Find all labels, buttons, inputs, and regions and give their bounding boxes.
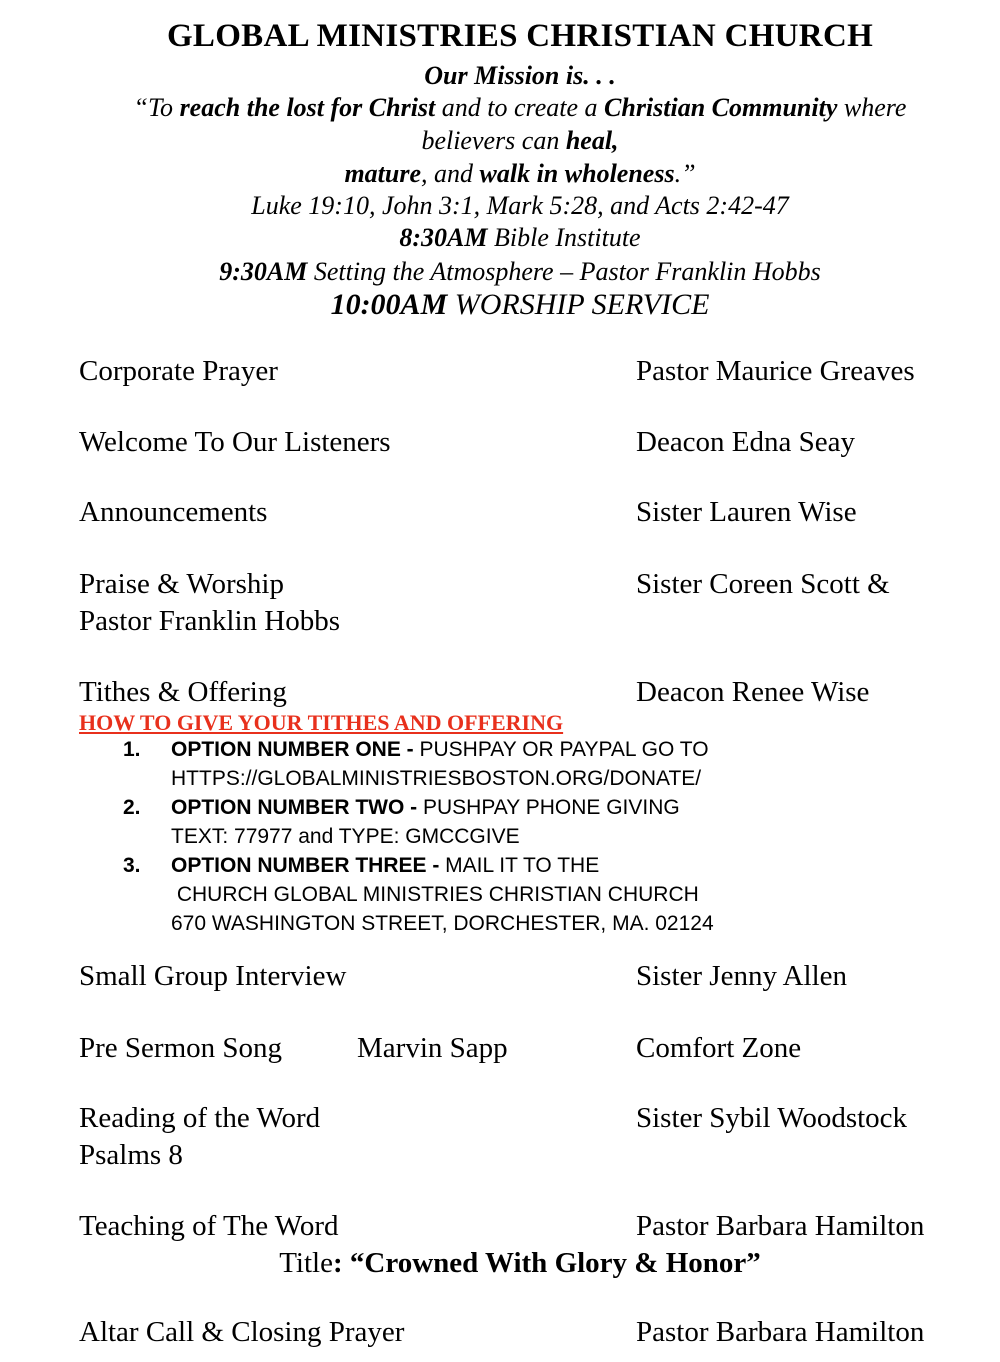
program-leader: Pastor Barbara Hamilton <box>636 1210 925 1242</box>
program-row-tithes <box>79 674 979 714</box>
program-leader: Pastor Maurice Greaves <box>636 355 915 387</box>
program-leader: Sister Coreen Scott & <box>636 568 890 600</box>
schedule-time: 10:00AM <box>330 288 448 321</box>
program-item: Small Group Interview <box>79 960 347 992</box>
mission-text: heal, <box>565 126 619 155</box>
mission-text: where <box>837 93 907 122</box>
program-row-corporate-prayer <box>79 353 979 393</box>
program-item: Praise & Worship <box>79 568 284 600</box>
program-item: Corporate Prayer <box>79 355 278 387</box>
sermon-title <box>0 1245 1000 1281</box>
program-item: Tithes & Offering <box>79 676 287 708</box>
mission-label: Our Mission is. . . <box>424 61 616 90</box>
program-item: Reading of the Word <box>79 1102 321 1134</box>
mission-text: .” <box>674 159 696 188</box>
program-leader-second: Pastor Franklin Hobbs <box>79 605 340 637</box>
schedule-time: 8:30AM <box>399 223 488 252</box>
program-leader: Pastor Barbara Hamilton <box>636 1316 925 1348</box>
scripture-references: Luke 19:10, John 3:1, Mark 5:28, and Acts 2:42-47 <box>251 191 789 220</box>
program-row-small-group <box>79 958 979 998</box>
mission-text: , and <box>421 159 480 188</box>
giving-option-1 <box>0 735 1000 793</box>
option-text <box>171 735 709 793</box>
option-detail: HTTPS://GLOBALMINISTRIESBOSTON.ORG/DONATE/ <box>171 767 702 790</box>
program-item: Altar Call & Closing Prayer <box>79 1316 405 1348</box>
program-leader: Sister Lauren Wise <box>636 496 857 528</box>
mission-text: mature <box>344 159 422 188</box>
schedule-setting-atmosphere <box>40 256 1000 288</box>
program-item: Pre Sermon Song <box>79 1032 282 1064</box>
mission-text: reach the lost for Christ <box>179 93 436 122</box>
option-number: 2. <box>123 796 141 819</box>
option-detail: PUSHPAY OR PAYPAL GO TO <box>413 738 709 761</box>
mission-text: believers can <box>421 126 566 155</box>
giving-heading: HOW TO GIVE YOUR TITHES AND OFFERING <box>79 710 564 735</box>
option-text <box>171 851 714 938</box>
sermon-title-colon: : <box>332 1247 343 1279</box>
mission-statement-line-2 <box>40 125 1000 157</box>
giving-option-3 <box>0 851 1000 938</box>
program-leader: Sister Jenny Allen <box>636 960 848 992</box>
schedule-worship-service <box>40 287 1000 323</box>
option-detail: TEXT: 77977 and TYPE: GMCCGIVE <box>171 825 520 848</box>
program-row-reading <box>79 1100 979 1176</box>
giving-option-2 <box>0 793 1000 851</box>
church-name: GLOBAL MINISTRIES CHRISTIAN CHURCH <box>166 18 874 54</box>
program-row-welcome <box>79 424 979 464</box>
program-leader: Sister Sybil Woodstock <box>636 1102 908 1134</box>
program-item: Announcements <box>79 496 268 528</box>
program-leader: Deacon Edna Seay <box>636 426 856 458</box>
song-title: Comfort Zone <box>636 1032 802 1064</box>
mission-statement-line-1 <box>40 92 1000 124</box>
option-detail: 670 WASHINGTON STREET, DORCHESTER, MA. 02124 <box>171 912 714 935</box>
sermon-title-label: Title <box>279 1247 333 1279</box>
schedule-time: 9:30AM <box>219 257 308 286</box>
program-leader: Deacon Renee Wise <box>636 676 870 708</box>
program-row-pre-sermon-song <box>79 1030 979 1070</box>
option-label: OPTION NUMBER TWO - <box>171 796 418 819</box>
option-detail: CHURCH GLOBAL MINISTRIES CHRISTIAN CHURCH <box>171 883 699 906</box>
mission-text: and to create a <box>435 93 605 122</box>
mission-text: “To <box>133 93 180 122</box>
option-label: OPTION NUMBER THREE - <box>171 854 440 877</box>
option-number: 3. <box>123 854 141 877</box>
schedule-event: Setting the Atmosphere – Pastor Franklin Hobbs <box>307 257 821 286</box>
option-number: 1. <box>123 738 141 761</box>
program-row-teaching <box>79 1208 979 1248</box>
program-row-announcements <box>79 494 979 534</box>
schedule-event: WORSHIP SERVICE <box>447 288 710 321</box>
program-row-altar-call <box>79 1314 979 1354</box>
sermon-title-text: “Crowned With Glory & Honor” <box>342 1247 761 1279</box>
mission-text: Christian Community <box>604 93 838 122</box>
scripture-passage: Psalms 8 <box>79 1139 183 1171</box>
option-detail: PUSHPAY PHONE GIVING <box>417 796 680 819</box>
option-detail: MAIL IT TO THE <box>439 854 600 877</box>
schedule-event: Bible Institute <box>487 223 641 252</box>
option-label: OPTION NUMBER ONE - <box>171 738 414 761</box>
option-text <box>171 793 680 851</box>
program-item: Welcome To Our Listeners <box>79 426 391 458</box>
song-artist: Marvin Sapp <box>357 1032 508 1064</box>
schedule-bible-institute <box>40 222 1000 254</box>
program-item: Teaching of The Word <box>79 1210 339 1242</box>
program-row-praise-worship <box>79 566 979 642</box>
mission-text: walk in wholeness <box>479 159 675 188</box>
mission-statement-line-3 <box>40 158 1000 190</box>
